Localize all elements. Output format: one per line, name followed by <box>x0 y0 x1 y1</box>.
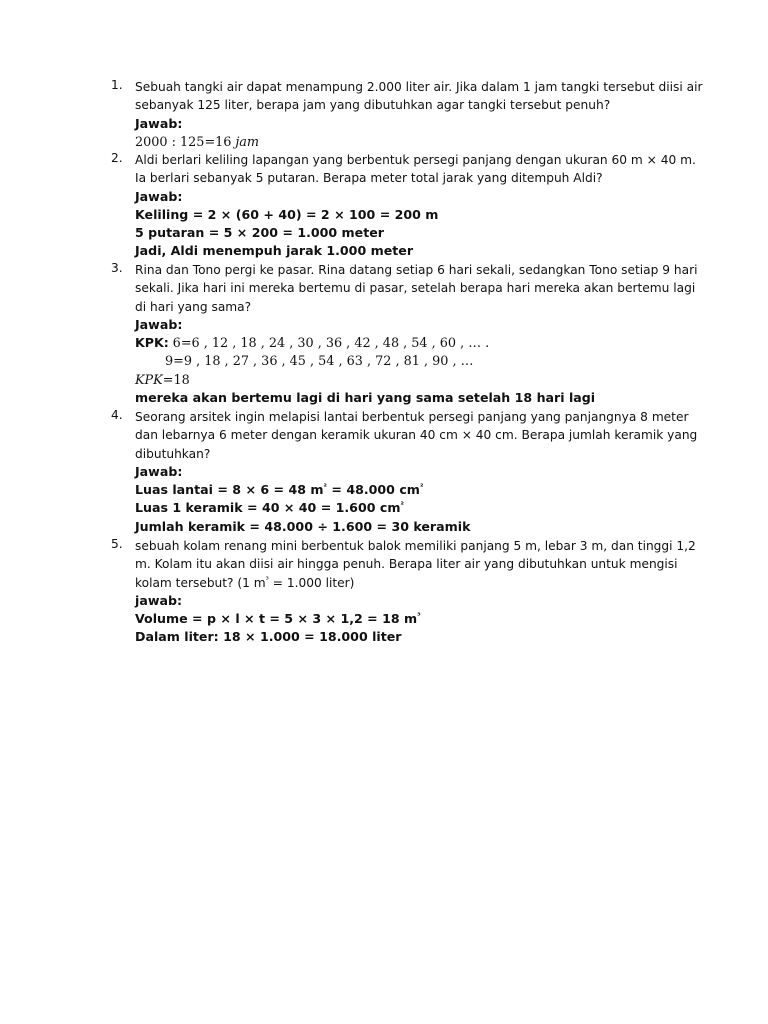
question-line: sekali. Jika hari ini mereka bertemu di pasar, setelah berapa hari mereka akan bertemu lagi <box>135 281 696 296</box>
question-line: di hari yang sama? <box>135 299 252 314</box>
answer-line <box>135 610 710 628</box>
kpk-result-val: =18 <box>162 372 190 388</box>
answer-line: Keliling = 2 × (60 + 40) = 2 × 100 = 200 m <box>135 206 439 222</box>
question-line: sebuah kolam renang mini berbentuk balok memiliki panjang 5 m, lebar 3 m, dan tinggi 1,2 <box>135 539 696 553</box>
kpk-result-var: KPK <box>135 372 163 388</box>
kpk-multiples-6: 6=6 , 12 , 18 , 24 , 30 , 36 , 42 , 48 , 54 , 60 , … . <box>172 336 490 352</box>
superscript: ² <box>419 482 424 491</box>
question-text: = 1.000 liter) <box>268 575 355 590</box>
answer-label: jawab: <box>135 592 182 608</box>
superscript: ² <box>323 482 328 491</box>
problem-4 <box>111 408 710 536</box>
kpk-line-2 <box>135 352 710 370</box>
question-line: Ia berlari sebanyak 5 putaran. Berapa meter total jarak yang ditempuh Aldi? <box>135 171 603 186</box>
answer-line <box>135 499 710 517</box>
question-line: Sebuah tangki air dapat menampung 2.000 liter air. Jika dalam 1 jam tangki tersebut diisi air <box>135 80 703 94</box>
answer-label: Jawab: <box>135 188 183 204</box>
question-line: Seorang arsitek ingin melapisi lantai berbentuk persegi panjang yang panjangnya 8 meter <box>135 410 689 424</box>
answer-line: Jadi, Aldi menempuh jarak 1.000 meter <box>135 243 414 259</box>
superscript: ² <box>400 500 404 510</box>
answer-label: Jawab: <box>135 115 183 131</box>
answer-math <box>135 133 710 151</box>
question-line: m. Kolam itu akan diisi air hingga penuh. Berapa liter air yang dibutuhkan untuk mengisi <box>135 557 678 572</box>
math-expression: 2000 : 125=16 <box>135 134 232 150</box>
problem-5 <box>111 537 710 647</box>
kpk-multiples-9: 9=9 , 18 , 27 , 36 , 45 , 54 , 63 , 72 , 81 , 90 , … <box>165 354 474 370</box>
answer-line: 5 putaran = 5 × 200 = 1.000 meter <box>135 225 384 241</box>
problem-number: 5. <box>111 537 123 551</box>
question-line: dibutuhkan? <box>135 446 211 461</box>
tile-area: Luas 1 keramik = 40 × 40 = 1.600 cm <box>135 500 401 516</box>
problem-number: 4. <box>111 408 123 422</box>
floor-area-b: = 48.000 cm <box>327 482 420 498</box>
volume-line: Volume = p × l × t = 5 × 3 × 1,2 = 18 m <box>135 611 418 627</box>
answer-label: Jawab: <box>135 463 183 479</box>
question-line: Rina dan Tono pergi ke pasar. Rina datang setiap 6 hari sekali, sedangkan Tono setiap 9 hari <box>135 263 698 277</box>
problem-number: 2. <box>111 151 123 165</box>
answer-line <box>135 481 710 499</box>
answer-line: Jumlah keramik = 48.000 ÷ 1.600 = 30 keramik <box>135 518 471 534</box>
kpk-result <box>135 371 710 389</box>
kpk-line-1 <box>135 334 710 352</box>
superscript: ³ <box>417 611 421 620</box>
question-line: sebanyak 125 liter, berapa jam yang dibutuhkan agar tangki tersebut penuh? <box>135 98 611 113</box>
floor-area-a: Luas lantai = 8 × 6 = 48 m <box>135 482 324 498</box>
question-line: dan lebarnya 6 meter dengan keramik ukuran 40 cm × 40 cm. Berapa jumlah keramik yang <box>135 428 698 443</box>
math-unit: jam <box>235 134 260 150</box>
conclusion: mereka akan bertemu lagi di hari yang sama setelah 18 hari lagi <box>135 390 596 406</box>
answer-line: Dalam liter: 18 × 1.000 = 18.000 liter <box>135 629 402 645</box>
question-line: Aldi berlari keliling lapangan yang berbentuk persegi panjang dengan ukuran 60 m × 40 m. <box>135 153 696 167</box>
question-line <box>135 574 710 592</box>
problem-number: 3. <box>111 261 123 275</box>
question-text: kolam tersebut? (1 m <box>135 575 266 590</box>
problem-3 <box>111 261 710 407</box>
problem-number: 1. <box>111 78 123 92</box>
kpk-label: KPK: <box>135 335 169 351</box>
problem-2 <box>111 151 710 261</box>
problem-1 <box>111 78 710 151</box>
superscript: ³ <box>265 574 269 584</box>
answer-label: Jawab: <box>135 316 183 332</box>
